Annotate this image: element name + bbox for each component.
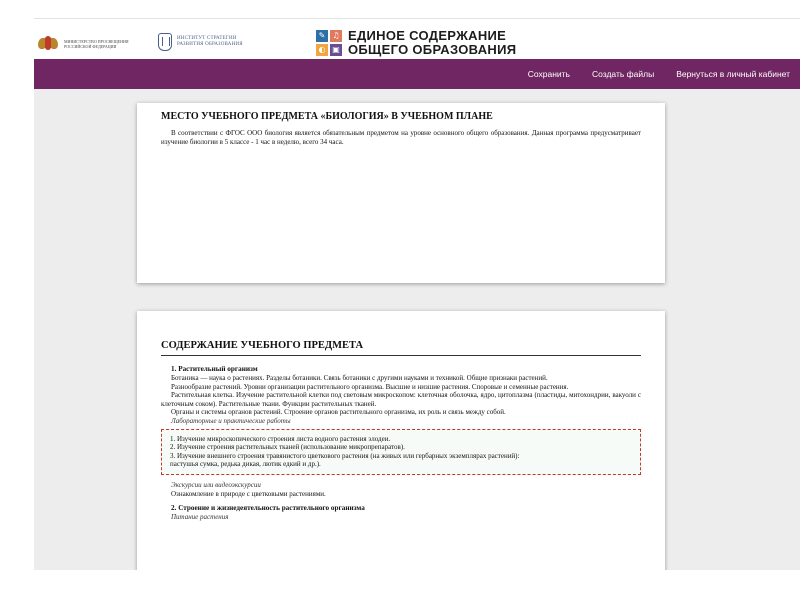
brand-tile: ▣ bbox=[330, 44, 342, 56]
eagle-emblem-icon bbox=[38, 35, 58, 53]
topic-heading: 2. Строение и жизнедеятельность растительного организма bbox=[171, 504, 365, 513]
document-page bbox=[137, 311, 665, 570]
list-item: 1. Изучение микроскопического строения листа водного растения элодеи. bbox=[170, 435, 391, 443]
brand-name: ЕДИНОЕ СОДЕРЖАНИЕ ОБЩЕГО ОБРАЗОВАНИЯ bbox=[348, 28, 517, 57]
institute-emblem-icon bbox=[158, 33, 172, 51]
paragraph: Ботаника — наука о растениях. Разделы ботаники. Связь ботаники с другими науками и техникой. Общие признаки растений. bbox=[171, 374, 548, 382]
brand-tiles-icon bbox=[316, 30, 342, 56]
action-bar bbox=[34, 59, 800, 89]
subheading: Питание растения bbox=[171, 513, 229, 522]
ministry-logo[interactable] bbox=[38, 35, 144, 53]
list-item: 2. Изучение строения растительных тканей (использование микропрепаратов). bbox=[170, 443, 405, 452]
institute-logo[interactable] bbox=[158, 33, 267, 51]
section-heading: МЕСТО УЧЕБНОГО ПРЕДМЕТА «БИОЛОГИЯ» В УЧЕБНОМ ПЛАНЕ bbox=[161, 111, 493, 122]
back-to-cabinet-link[interactable]: Вернуться в личный кабинет bbox=[676, 69, 790, 79]
brand-logo[interactable] bbox=[316, 29, 516, 57]
brand-tile: ♫ bbox=[330, 30, 342, 42]
topic-heading: 1. Растительный организм bbox=[171, 365, 258, 373]
ministry-name: МИНИСТЕРСТВО ПРОСВЕЩЕНИЯ РОССИЙСКОЙ ФЕДЕРАЦИИ bbox=[64, 39, 129, 49]
subheading: Экскурсии или видеоэкскурсии bbox=[171, 481, 261, 490]
paragraph: Ознакомление в природе с цветковыми растениями. bbox=[171, 489, 326, 498]
document-page bbox=[137, 103, 665, 283]
brand-tile: ◐ bbox=[316, 44, 328, 56]
paragraph: Разнообразие растений. Уровни организации растительного организма. Высшие и низшие растения. Споровые и семенные растения. bbox=[171, 382, 569, 391]
paragraph: Растительная клетка. Изучение растительной клетки под световым микроскопом: клеточная оболочка, ядро, цитоплазма (пластиды, митохондрии, вакуоли с клеточным соком). Растительные ткани. Функции растительных тканей. bbox=[161, 391, 641, 408]
institute-name: ИНСТИТУТ СТРАТЕГИИ РАЗВИТИЯ ОБРАЗОВАНИЯ bbox=[177, 36, 243, 47]
section-heading: СОДЕРЖАНИЕ УЧЕБНОГО ПРЕДМЕТА bbox=[161, 339, 641, 356]
lab-works-block[interactable] bbox=[161, 429, 641, 475]
brand-tile: ✎ bbox=[316, 30, 328, 42]
document-viewer[interactable] bbox=[34, 89, 800, 570]
paragraph: Органы и системы органов растений. Строение органов растительного организма, их роль и связь между собой. bbox=[171, 408, 506, 416]
subheading: Лабораторные и практические работы bbox=[171, 416, 291, 425]
action-links bbox=[506, 59, 790, 89]
save-button[interactable]: Сохранить bbox=[527, 69, 570, 79]
create-files-button[interactable]: Создать файлы bbox=[591, 69, 655, 79]
paragraph: В соответствии с ФГОС ООО биология является обязательным предметом на уровне основного общего образования. Данная программа предусматривает изучение биологии в 5 классе - 1 час в неделю, всего 34 часа. bbox=[161, 129, 641, 146]
list-item: 3. Изучение внешнего строения травянистого цветкового растения (на живых или гербарных экземплярах растений): bbox=[170, 451, 520, 460]
list-item: пастушья сумка, редька дикая, лютик едкий и др.). bbox=[170, 459, 321, 468]
site-header bbox=[34, 19, 800, 59]
